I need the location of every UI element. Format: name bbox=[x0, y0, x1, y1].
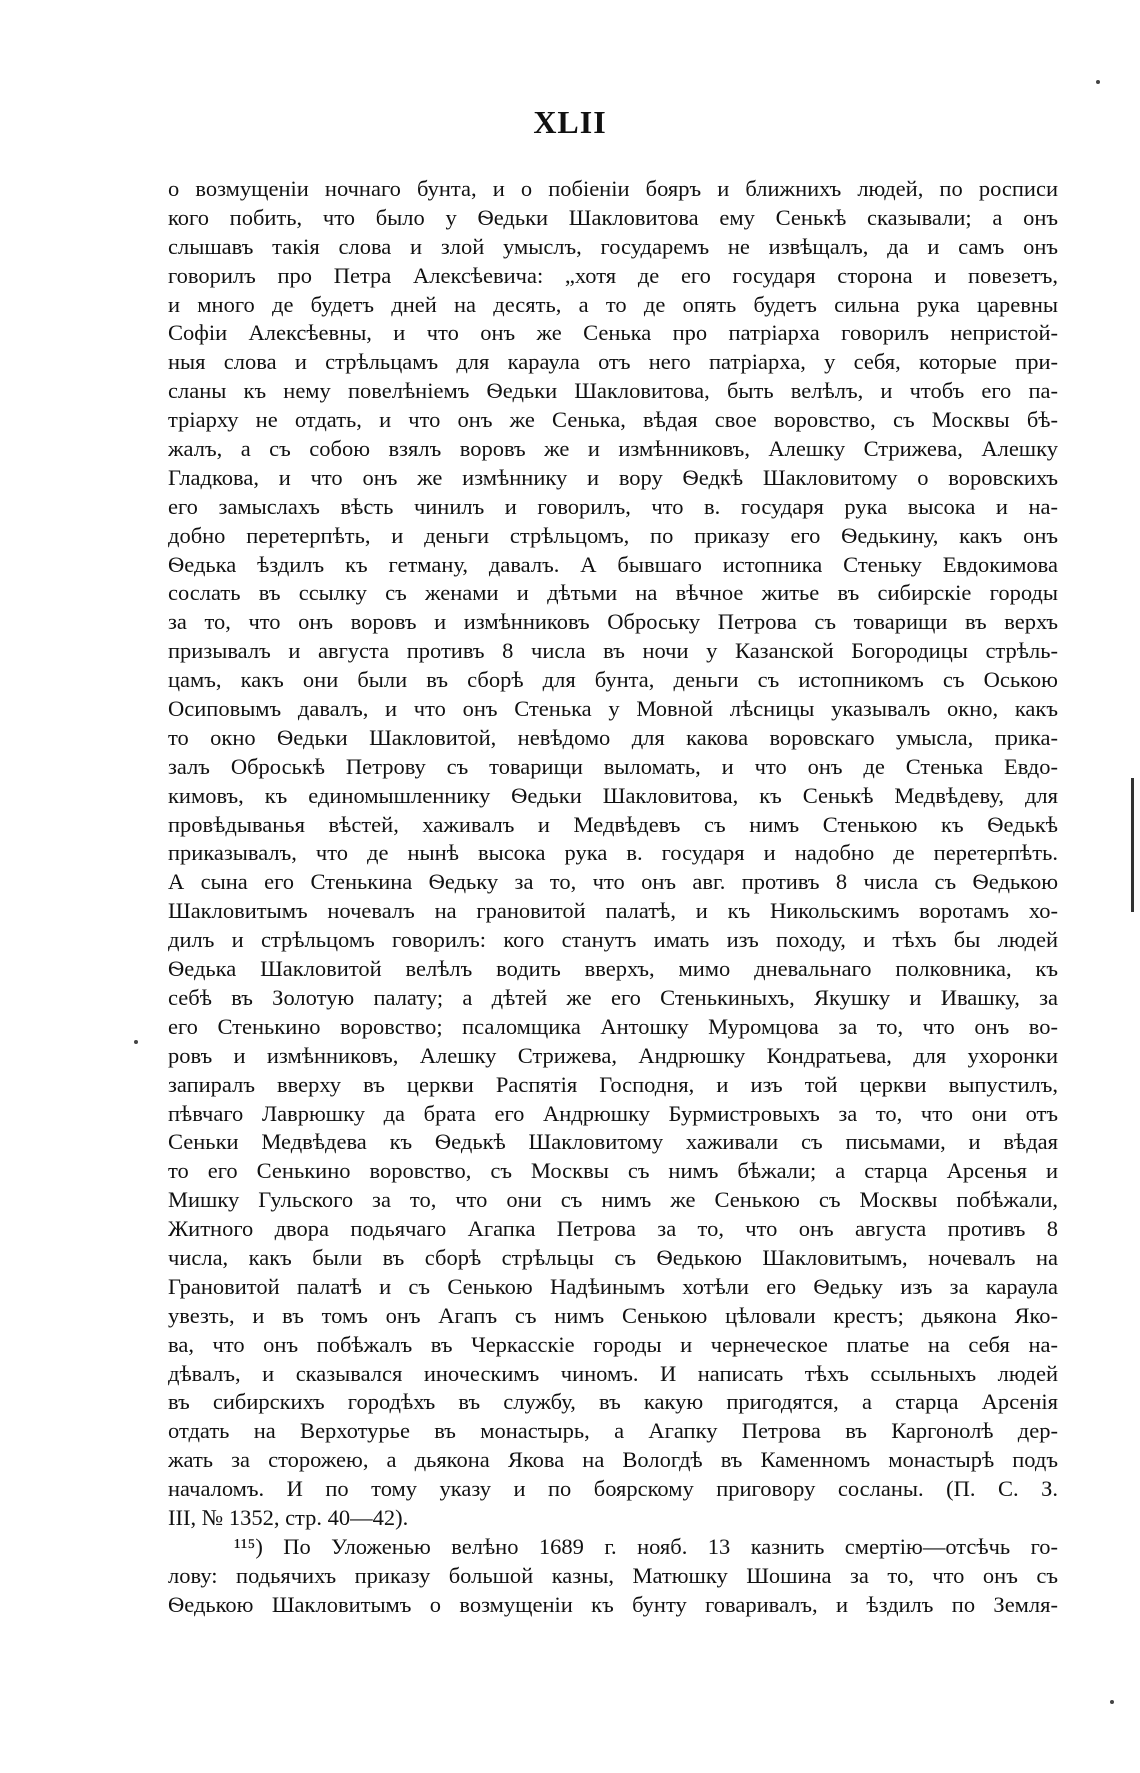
body-text bbox=[168, 175, 1058, 1620]
text-line: сланы къ нему повелѣніемъ Ѳедьки Шакловитова, быть велѣлъ, и чтобъ его па- bbox=[168, 378, 1058, 404]
scan-dust-mark bbox=[134, 1040, 138, 1044]
text-line: въ сибирскихъ городѣхъ въ службу, въ какую пригодятся, а старца Арсенія bbox=[168, 1389, 1058, 1415]
footnote-line: Ѳедькою Шакловитымъ о возмущеніи къ бунту говаривалъ, и ѣздилъ по Земля- bbox=[168, 1591, 1058, 1617]
text-line: кимовъ, къ единомышленнику Ѳедьки Шакловитова, къ Сенькѣ Медвѣдеву, для bbox=[168, 782, 1058, 808]
text-line: его замыслахъ вѣсть чинилъ и говорилъ, что в. государя рука высока и на- bbox=[168, 493, 1058, 519]
scan-dust-mark bbox=[1110, 1700, 1114, 1704]
scan-edge-mark bbox=[1131, 778, 1134, 912]
scan-dust-mark bbox=[1096, 80, 1100, 84]
text-line: Ѳедька ѣздилъ къ гетману, давалъ. А бывшаго истопника Стеньку Евдокимова bbox=[168, 551, 1058, 577]
text-line: о возмущеніи ночнаго бунта, и о побіеніи бояръ и ближнихъ людей, по росписи bbox=[168, 176, 1058, 201]
text-line: за то, что онъ воровъ и измѣнниковъ Оброську Петрова съ товарищи въ верхъ bbox=[168, 609, 1058, 635]
text-line: Грановитой палатѣ и съ Сенькою Надѣинымъ хотѣли его Ѳедьку изъ за караула bbox=[168, 1273, 1058, 1299]
text-line: цамъ, какъ они были въ сборѣ для бунта, деньги съ истопникомъ съ Оською bbox=[168, 667, 1058, 693]
text-line: добно перетерпѣть, и деньги стрѣльцомъ, по приказу его Ѳедькину, какъ онъ bbox=[168, 522, 1058, 548]
text-line: Гладкова, и что онъ же измѣннику и вору Ѳедкѣ Шакловитому о воровскихъ bbox=[168, 464, 1058, 490]
text-line: говорилъ про Петра Алексѣевича: „хотя де его государя сторона и повезетъ, bbox=[168, 262, 1058, 288]
text-line: то окно Ѳедьки Шакловитой, невѣдомо для какова воровскаго умысла, прика- bbox=[168, 724, 1058, 750]
text-line: Житного двора подьячаго Агапка Петрова за то, что онъ августа противъ 8 bbox=[168, 1216, 1058, 1242]
text-line: А сына его Стенькина Ѳедьку за то, что онъ авг. противъ 8 числа съ Ѳедькою bbox=[168, 869, 1058, 895]
text-line: Сеньки Медвѣдева къ Ѳедькѣ Шакловитому хаживали съ письмами, и вѣдая bbox=[168, 1129, 1058, 1155]
text-line: дѣвалъ, и сказывался иноческимъ чиномъ. И написать тѣхъ ссыльныхъ людей bbox=[168, 1360, 1058, 1386]
text-line: его Стенькино воровство; псаломщика Антошку Муромцова за то, что онъ во- bbox=[168, 1013, 1058, 1039]
text-line: слышавъ такія слова и злой умыслъ, государемъ не извѣщалъ, да и самъ онъ bbox=[168, 233, 1058, 259]
text-line: и много де будетъ дней на десять, а то де опять будетъ сильна рука царевны bbox=[168, 291, 1058, 317]
text-line: отдать на Верхотурье въ монастырь, а Агапку Петрова въ Каргонолѣ дер- bbox=[168, 1418, 1058, 1444]
text-line: себѣ въ Золотую палату; а дѣтей же его Стенькиныхъ, Якушку и Ивашку, за bbox=[168, 984, 1058, 1010]
text-line: началомъ. И по тому указу и по боярскому приговору сосланы. (П. С. З. bbox=[168, 1476, 1058, 1502]
text-line: числа, какъ были въ сборѣ стрѣльцы съ Ѳедькою Шакловитымъ, ночевалъ на bbox=[168, 1244, 1058, 1270]
text-line: Мишку Гульского за то, что они съ нимъ же Сенькою съ Москвы побѣжали, bbox=[168, 1187, 1058, 1213]
text-line: залъ Оброськѣ Петрову съ товарищи выломать, и что онъ де Стенька Евдо- bbox=[168, 753, 1058, 779]
text-line: Софіи Алексѣевны, и что онъ же Сенька про патріарха говорилъ непристой- bbox=[168, 320, 1058, 346]
text-line: приказывалъ, что де нынѣ высока рука в. государя и надобно де перетерпѣть. bbox=[168, 840, 1058, 866]
text-line: призывалъ и августа противъ 8 числа въ ночи у Казанской Богородицы стрѣль- bbox=[168, 638, 1058, 664]
text-line: дилъ и стрѣльцомъ говорилъ: кого станутъ имать изъ походу, и тѣхъ бы людей bbox=[168, 927, 1058, 953]
text-line: увезть, и въ томъ онъ Агапъ съ нимъ Сенькою цѣловали крестъ; дьякона Яко- bbox=[168, 1302, 1058, 1328]
text-line: ныя слова и стрѣльцамъ для караула отъ него патріарха, у себя, которые при- bbox=[168, 349, 1058, 375]
footnote-line: ¹¹⁵) По Уложенью велѣно 1689 г. нояб. 13 казнить смертію—отсѣчь го- bbox=[234, 1533, 1058, 1559]
text-line: жать за сторожею, а дьякона Якова на Вологдѣ въ Каменномъ монастырѣ подъ bbox=[168, 1447, 1058, 1473]
text-line: ва, что онъ побѣжалъ въ Черкасскіе городы и чернеческое платье на себя на- bbox=[168, 1331, 1058, 1357]
text-line: тріарху не отдать, и что онъ же Сенька, вѣдая свое воровство, съ Москвы бѣ- bbox=[168, 407, 1058, 433]
text-line: пѣвчаго Лаврюшку да брата его Андрюшку Бурмистровыхъ за то, что они отъ bbox=[168, 1100, 1058, 1126]
page-number: XLII bbox=[533, 104, 607, 140]
text-line: то его Сенькино воровство, съ Москвы съ нимъ бѣжали; а старца Арсенья и bbox=[168, 1158, 1058, 1184]
text-line: запиралъ вверху въ церкви Распятія Господня, и изъ той церкви выпустилъ, bbox=[168, 1071, 1058, 1097]
citation-line: III, № 1352, стр. 40—42). bbox=[168, 1504, 409, 1530]
text-line: кого побить, что было у Ѳедьки Шакловитова ему Сенькѣ сказывали; а онъ bbox=[168, 204, 1058, 230]
text-line: Шакловитымъ ночевалъ на грановитой палатѣ, и къ Никольскимъ воротамъ хо- bbox=[168, 898, 1058, 924]
text-line: сослать въ ссылку съ женами и дѣтьми на вѣчное житье въ сибирскіе городы bbox=[168, 580, 1058, 606]
footnote-line: лову: подьячихъ приказу большой казны, Матюшку Шошина за то, что онъ съ bbox=[168, 1562, 1058, 1588]
text-line: ровъ и измѣнниковъ, Алешку Стрижева, Андрюшку Кондратьева, для ухоронки bbox=[168, 1042, 1058, 1068]
text-line: Осиповымъ давалъ, и что онъ Стенька у Мовной лѣсницы указывалъ окно, какъ bbox=[168, 696, 1058, 722]
text-line: провѣдыванья вѣстей, хаживалъ и Медвѣдевъ съ нимъ Стенькою къ Ѳедькѣ bbox=[168, 811, 1058, 837]
text-line: жалъ, а съ собою взялъ воровъ же и измѣнниковъ, Алешку Стрижева, Алешку bbox=[168, 436, 1058, 462]
text-line: Ѳедька Шакловитой велѣлъ водить вверхъ, мимо дневальнаго полковника, къ bbox=[168, 956, 1058, 982]
